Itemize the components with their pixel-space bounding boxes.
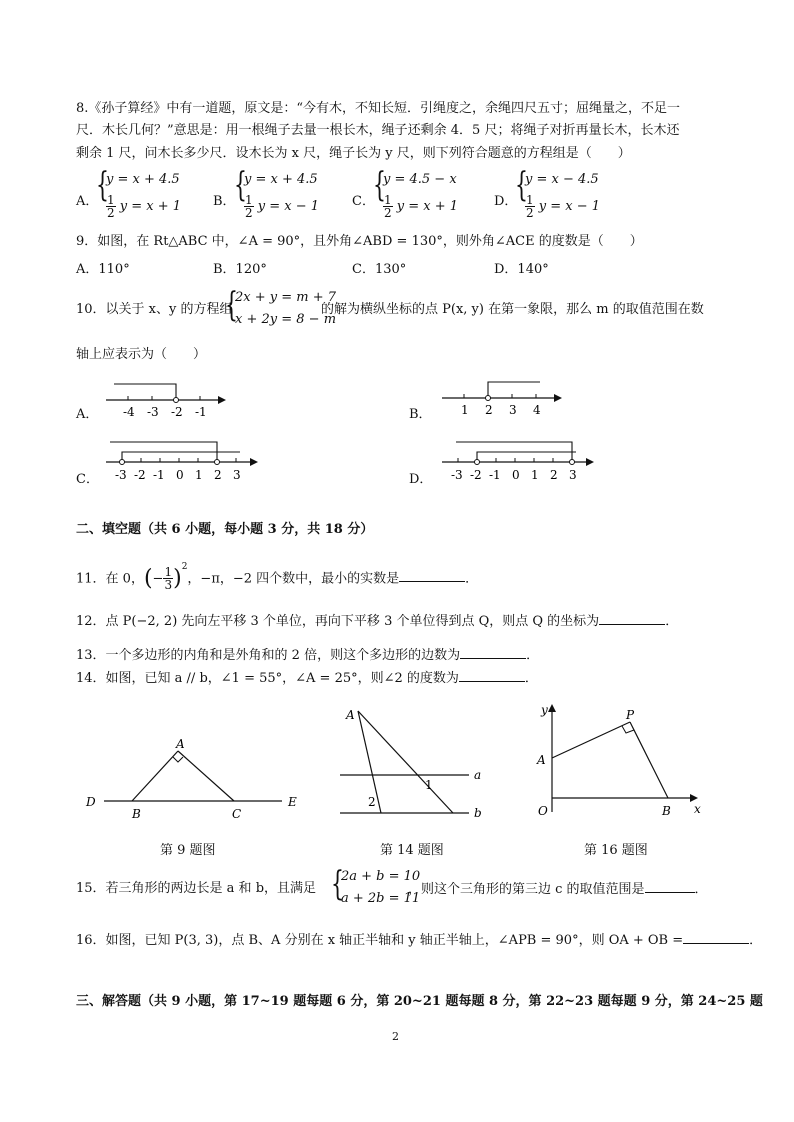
axis-b-tick-3: 4 — [533, 403, 541, 417]
axis-c-tick-0: -3 — [115, 468, 127, 482]
q8-option-b-eq1: y = x + 4.5 — [244, 172, 318, 187]
q10-suffix: 的解为横纵坐标的点 P(x, y) 在第一象限，那么 m 的取值范围在数 — [321, 302, 704, 317]
axis-d-tick-3: 0 — [512, 468, 520, 482]
axis-c-tick-1: -2 — [134, 468, 146, 482]
fig9-label-c: C — [232, 807, 242, 821]
section-3-heading: 三、解答题（共 9 小题，第 17~19 题每题 6 分，第 20~21 题每题 8 分，第 22~23 题每题 9 分，第 24~25 题 — [76, 994, 763, 1009]
fig9-label-a: A — [176, 737, 185, 751]
q16-line: 16．如图，已知 P(3, 3)，点 B、A 分别在 x 轴正半轴和 y 轴正半轴上，∠APB = 90°，则 OA + OB = ． — [76, 933, 763, 948]
fig16-caption: 第 16 题图 — [584, 843, 648, 858]
q11-answer-blank — [399, 569, 465, 582]
q10-number-line-c — [100, 436, 265, 484]
q15-answer-blank — [645, 880, 695, 893]
q8-option-b-eq2: y = x − 1 — [257, 199, 320, 214]
q11-line: 11．在 0，(− $\frac{1}{3}$ )$^2$，−π，−2 四个数中，最小的实数是 ． — [76, 562, 479, 593]
q12-answer-blank — [599, 612, 665, 625]
axis-d-tick-2: -1 — [489, 468, 501, 482]
q8-option-d-system: { y = x − 4.5 $\frac{1}{2}$ y = x − 1 — [515, 165, 601, 220]
q9-option-a: A．110° — [76, 262, 130, 277]
fig14-caption: 第 14 题图 — [380, 843, 444, 858]
fig9-label-d: D — [86, 795, 96, 809]
axis-b-tick-2: 3 — [509, 403, 517, 417]
q9-option-c: C．130° — [352, 262, 407, 277]
fig16-label-o: O — [538, 804, 548, 818]
q10-number-line-b — [438, 376, 568, 418]
q12-line: 12．点 P(−2, 2) 先向左平移 3 个单位，再向下平移 3 个单位得到点 Q，则点 Q 的坐标为 ． — [76, 614, 679, 629]
fig16-label-a: A — [537, 753, 546, 767]
axis-a-tick-1: -3 — [147, 405, 159, 419]
fig16-label-p: P — [626, 708, 635, 722]
q13-answer-blank — [460, 646, 526, 659]
figure-14 — [335, 705, 495, 827]
axis-a-tick-0: -4 — [123, 405, 135, 419]
q13-line: 13．一个多边形的内角和是外角和的 2 倍，则这个多边形的边数为 ． — [76, 648, 540, 663]
q8-option-d-eq1: y = x − 4.5 — [525, 172, 599, 187]
q15-suffix-line: ，则这个三角形的第三边 c 的取值范围是 ． — [408, 882, 708, 897]
q14-answer-blank — [459, 669, 525, 682]
q10-option-a-label: A． — [76, 407, 99, 422]
axis-c-tick-5: 2 — [214, 468, 222, 482]
q16-answer-blank — [683, 931, 749, 944]
fig14-label-line-b: b — [474, 806, 482, 820]
q8-line3: 剩余 1 尺，问木长多少尺．设木长为 x 尺，绳子长为 y 尺，则下列符合题意的方程组是（ ） — [76, 146, 631, 161]
q8-option-a-eq2: y = x + 1 — [119, 199, 182, 214]
q9-option-d: D．140° — [494, 262, 549, 277]
fig16-label-x: x — [694, 802, 701, 816]
axis-c-tick-3: 0 — [176, 468, 184, 482]
q10-number-line-d — [436, 436, 601, 484]
q8-line2: 尺．木长几何？”意思是：用一根绳子去量一根长木，绳子还剩余 4．5 尺；将绳子对折再量长木，长木还 — [76, 123, 680, 138]
axis-c-tick-4: 1 — [195, 468, 203, 482]
q10-prefix: 10．以关于 x、y 的方程组 — [76, 302, 233, 317]
axis-b-tick-0: 1 — [461, 403, 469, 417]
fig16-label-y: y — [541, 703, 548, 717]
axis-d-tick-6: 3 — [569, 468, 577, 482]
q15-eq2: a + 2b = 11 — [341, 891, 421, 906]
axis-c-tick-6: 3 — [233, 468, 241, 482]
fig9-label-e: E — [288, 795, 297, 809]
q8-option-c-eq1: y = 4.5 − x — [383, 172, 457, 187]
fig14-label-a-point: A — [346, 708, 355, 722]
axis-d-tick-5: 2 — [550, 468, 558, 482]
figure-9 — [82, 735, 312, 825]
q9-option-b: B．120° — [213, 262, 267, 277]
q8-option-b-label: B． — [213, 194, 236, 209]
q8-option-c-eq2: y = x + 1 — [396, 199, 459, 214]
q15-eq1: 2a + b = 10 — [341, 869, 421, 884]
axis-d-tick-0: -3 — [451, 468, 463, 482]
q10-eq1: 2x + y = m + 7 — [235, 290, 337, 305]
q8-option-a-eq1: y = x + 4.5 — [106, 172, 180, 187]
page-number: 2 — [392, 1030, 399, 1043]
fig9-caption: 第 9 题图 — [160, 843, 216, 858]
q10-eq2: x + 2y = 8 − m — [235, 312, 337, 327]
fig9-label-b: B — [132, 807, 141, 821]
q8-option-b-system: { y = x + 4.5 $\frac{1}{2}$ y = x − 1 — [234, 165, 320, 220]
q10-number-line-a — [100, 378, 230, 420]
q14-line: 14．如图，已知 a // b，∠1 = 55°，∠A = 25°，则∠2 的度数为 ． — [76, 671, 538, 686]
axis-d-tick-1: -2 — [470, 468, 482, 482]
q15-prefix: 15．若三角形的两边长是 a 和 b，且满足 — [76, 881, 317, 896]
figure-16 — [530, 700, 715, 822]
q10-option-d-label: D． — [409, 472, 433, 487]
fig14-label-angle-1: 1 — [425, 778, 433, 792]
q15-system: { 2a + b = 10 a + 2b = 11 — [331, 864, 421, 906]
axis-a-tick-3: -1 — [195, 405, 207, 419]
q9-text: 9．如图，在 Rt△ABC 中，∠A = 90°，且外角∠ABD = 130°，则外角∠ACE 的度数是（ ） — [76, 234, 643, 249]
q8-line1: 8.《孙子算经》中有一道题，原文是：“今有木，不知长短．引绳度之，余绳四尺五寸；屈绳量之，不足一 — [76, 101, 681, 116]
section-2-heading: 二、填空题（共 6 小题，每小题 3 分，共 18 分） — [76, 522, 374, 537]
fig16-label-b: B — [662, 804, 671, 818]
q10-system: { 2x + y = m + 7 x + 2y = 8 − m — [225, 285, 337, 327]
q8-option-d-eq2: y = x − 1 — [538, 199, 601, 214]
q10-line2: 轴上应表示为（ ） — [76, 347, 207, 362]
fig14-label-line-a: a — [474, 768, 482, 782]
axis-c-tick-2: -1 — [153, 468, 165, 482]
q8-option-a-system: { y = x + 4.5 $\frac{1}{2}$ y = x + 1 — [96, 165, 182, 220]
fig14-label-angle-2: 2 — [368, 795, 376, 809]
q8-option-a-label: A． — [76, 194, 99, 209]
q8-option-c-label: C． — [352, 194, 375, 209]
axis-d-tick-4: 1 — [531, 468, 539, 482]
q10-option-c-label: C． — [76, 472, 99, 487]
axis-a-tick-2: -2 — [171, 405, 183, 419]
q10-option-b-label: B． — [409, 407, 432, 422]
q8-option-d-label: D． — [494, 194, 518, 209]
axis-b-tick-1: 2 — [485, 403, 493, 417]
q8-option-c-system: { y = 4.5 − x $\frac{1}{2}$ y = x + 1 — [373, 165, 459, 220]
